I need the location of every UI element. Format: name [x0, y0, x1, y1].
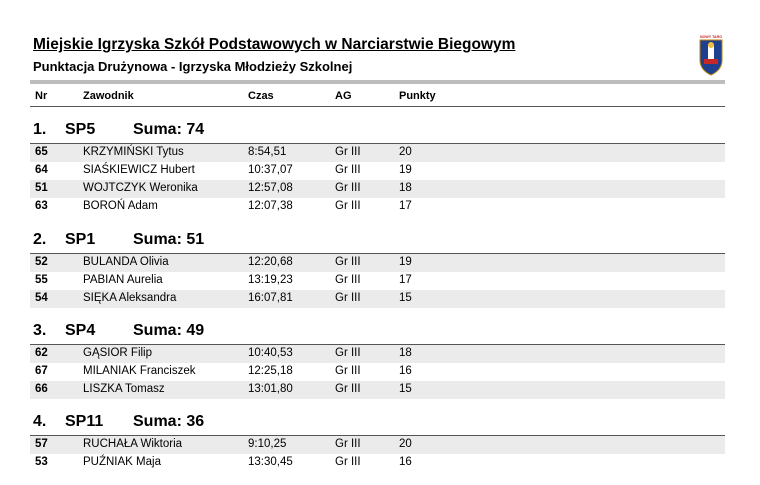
- athlete-name: MILANIAK Franciszek: [83, 365, 196, 377]
- age-group: Gr III: [335, 456, 361, 468]
- finish-time: 13:30,45: [248, 456, 293, 468]
- team-place: 1.: [33, 121, 47, 138]
- athlete-name: BOROŃ Adam: [83, 200, 158, 212]
- age-group: Gr III: [335, 365, 361, 377]
- points: 16: [399, 456, 412, 468]
- age-group: Gr III: [335, 292, 361, 304]
- points: 20: [399, 438, 412, 450]
- team-heading: [30, 229, 725, 251]
- points: 15: [399, 383, 412, 395]
- team-heading: [30, 411, 725, 433]
- points: 17: [399, 274, 412, 286]
- points: 17: [399, 200, 412, 212]
- points: 19: [399, 164, 412, 176]
- column-header-czas: Czas: [248, 90, 274, 102]
- team-heading: [30, 320, 725, 342]
- points: 20: [399, 146, 412, 158]
- age-group: Gr III: [335, 182, 361, 194]
- bib-number: 52: [35, 256, 48, 268]
- bib-number: 53: [35, 456, 48, 468]
- age-group: Gr III: [335, 256, 361, 268]
- team-place: 4.: [33, 413, 47, 430]
- column-header-nr: Nr: [35, 90, 48, 102]
- finish-time: 10:40,53: [248, 347, 293, 359]
- town-crest-logo: [697, 32, 725, 76]
- athlete-name: KRZYMIŃSKI Tytus: [83, 146, 184, 158]
- team-school: SP11: [65, 413, 104, 430]
- age-group: Gr III: [335, 347, 361, 359]
- table-row: [30, 363, 725, 381]
- finish-time: 10:37,07: [248, 164, 293, 176]
- team-sum: Suma: 74: [133, 121, 205, 138]
- age-group: Gr III: [335, 146, 361, 158]
- finish-time: 13:01,80: [248, 383, 293, 395]
- team-school: SP4: [65, 322, 96, 339]
- table-row: [30, 254, 725, 272]
- finish-time: 12:57,08: [248, 182, 293, 194]
- team-sum: Suma: 51: [133, 231, 205, 248]
- table-row: [30, 454, 725, 472]
- points: 18: [399, 182, 412, 194]
- table-row: [30, 290, 725, 308]
- team-place: 2.: [33, 231, 47, 248]
- table-row: [30, 436, 725, 454]
- points: 16: [399, 365, 412, 377]
- bib-number: 63: [35, 200, 48, 212]
- athlete-name: LISZKA Tomasz: [83, 383, 165, 395]
- athlete-name: GĄSIOR Filip: [83, 347, 153, 359]
- header-divider: [30, 106, 725, 107]
- column-header-punkty: Punkty: [399, 90, 436, 102]
- finish-time: 16:07,81: [248, 292, 293, 304]
- table-row: [30, 381, 725, 399]
- points: 15: [399, 292, 412, 304]
- athlete-name: SIĘKA Aleksandra: [83, 292, 177, 304]
- bib-number: 57: [35, 438, 48, 450]
- age-group: Gr III: [335, 164, 361, 176]
- bib-number: 51: [35, 182, 48, 194]
- team-sum: Suma: 49: [133, 322, 205, 339]
- age-group: Gr III: [335, 274, 361, 286]
- points: 19: [399, 256, 412, 268]
- bib-number: 62: [35, 347, 48, 359]
- points: 18: [399, 347, 412, 359]
- athlete-name: WOJTCZYK Weronika: [83, 182, 198, 194]
- column-header-zawodnik: Zawodnik: [83, 90, 134, 102]
- team-place: 3.: [33, 322, 47, 339]
- svg-text:NOWY TARG: NOWY TARG: [699, 35, 723, 39]
- team-school: SP1: [65, 231, 96, 248]
- team-group: [30, 411, 725, 472]
- athlete-name: PUŹNIAK Maja: [83, 456, 161, 468]
- bib-number: 65: [35, 146, 48, 158]
- document-title: Miejskie Igrzyska Szkół Podstawowych w Narciarstwie Biegowym: [33, 36, 516, 53]
- team-school: SP5: [65, 121, 96, 138]
- title-divider: [30, 80, 725, 84]
- age-group: Gr III: [335, 383, 361, 395]
- table-row: [30, 144, 725, 162]
- finish-time: 12:25,18: [248, 365, 293, 377]
- finish-time: 13:19,23: [248, 274, 293, 286]
- table-row: [30, 180, 725, 198]
- finish-time: 8:54,51: [248, 146, 287, 158]
- bib-number: 67: [35, 365, 48, 377]
- table-row: [30, 198, 725, 216]
- finish-time: 9:10,25: [248, 438, 287, 450]
- table-row: [30, 345, 725, 363]
- athlete-name: SIAŚKIEWICZ Hubert: [83, 164, 195, 176]
- athlete-name: PABIAN Aurelia: [83, 274, 163, 286]
- table-row: [30, 272, 725, 290]
- finish-time: 12:07,38: [248, 200, 293, 212]
- finish-time: 12:20,68: [248, 256, 293, 268]
- athlete-name: RUCHAŁA Wiktoria: [83, 438, 183, 450]
- document-subtitle: Punktacja Drużynowa - Igrzyska Młodzieży Szkolnej: [33, 59, 353, 74]
- athlete-name: BULANDA Olivia: [83, 256, 169, 268]
- column-header-ag: AG: [335, 90, 352, 102]
- team-group: [30, 119, 725, 216]
- team-group: [30, 320, 725, 399]
- team-sum: Suma: 36: [133, 413, 205, 430]
- bib-number: 64: [35, 164, 48, 176]
- bib-number: 54: [35, 292, 48, 304]
- age-group: Gr III: [335, 438, 361, 450]
- age-group: Gr III: [335, 200, 361, 212]
- bib-number: 55: [35, 274, 48, 286]
- table-row: [30, 162, 725, 180]
- bib-number: 66: [35, 383, 48, 395]
- team-group: [30, 229, 725, 308]
- team-heading: [30, 119, 725, 141]
